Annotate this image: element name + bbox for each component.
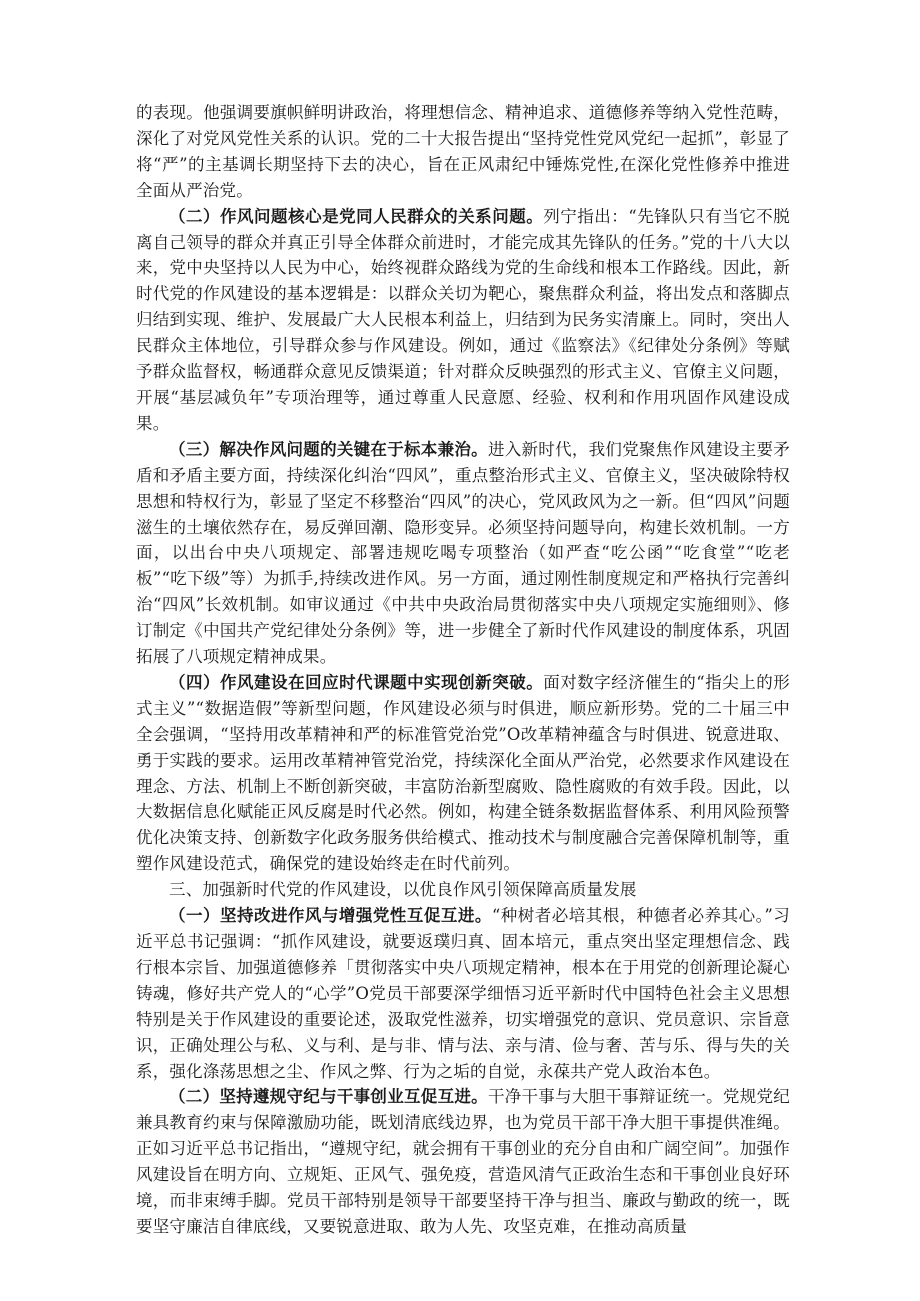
paragraph-lead-heading: （二）坚持遵规守纪与干事创业互促互进。 (169, 1087, 488, 1107)
paragraph-lead-heading: （三）解决作风问题的关键在于标本兼治。 (169, 439, 488, 459)
section-heading-3 (136, 877, 790, 903)
paragraph-body: 列宁指出：“先锋队只有当它不脱离自己领导的群众并真正引导全体群众前进时，才能完成其先锋队的任务。”党的十八大以来，党中央坚持以人民为中心，始终视群众路线为党的生命线和根本工作路线。因此，新时代党的作风建设的基本逻辑是：以群众关切为靶心，聚焦群众利益，将出发点和落脚点归结到实现、维护、发展最广大人民根本利益上，归结到为民务实清廉上。同时，突出人民群众主体地位，引导群众参与作风建设。例如，通过《监察法》《纪律处分条例》等赋予群众监督权，畅通群众意见反馈渠道；针对群众反映强烈的形式主义、官僚主义问题，开展“基层减负年”专项治理等，通过尊重人民意愿、经验、权利和作用巩固作风建设成果。 (136, 206, 790, 433)
paragraph-section-2-2 (136, 204, 790, 437)
paragraph-continuation (136, 100, 790, 204)
paragraph-lead-heading: （四）作风建设在回应时代课题中实现创新突破。 (169, 672, 544, 692)
paragraph-lead-heading: （二）作风问题核心是党同人民群众的关系问题。 (169, 206, 544, 226)
paragraph-body: 面对数字经济催生的“指尖上的形式主义”“数据造假”等新型问题，作风建设必须与时俱进，顺应新形势。党的二十届三中全会强调，“坚持用改革精神和严的标准管党治党”O改革精神蕴含与时俱进、锐意进取、勇于实践的要求。运用改革精神管党治党，持续深化全面从严治党，必然要求作风建设在理念、方法、机制上不断创新突破，丰富防治新型腐败、隐性腐败的有效手段。因此，以大数据信息化赋能正风反腐是时代必然。例如，构建全链条数据监督体系、利用风险预警优化决策支持、创新数字化政务服务供给模式、推动技术与制度融合完善保障机制等，重塑作风建设范式，确保党的建设始终走在时代前列。 (136, 672, 790, 874)
paragraph-lead-heading: （一）坚持改进作风与增强党性互促互进。 (169, 906, 492, 926)
paragraph-body: 干净干事与大胆干事辩证统一。党规党纪兼具教育约束与保障激励功能，既划清底线边界，也为党员干部干净大胆干事提供准绳。正如习近平总书记指出，“遵规守纪，就会拥有干事创业的充分自由和广阔空间”。加强作风建设旨在明方向、立规矩、正风气、强免疫，营造风清气正政治生态和干事创业良好环境，而非束缚手脚。党员干部特别是领导干部要坚持干净与担当、廉政与勤政的统一，既要坚守廉洁自律底线，又要锐意进取、敢为人先、攻坚克难，在推动高质量 (136, 1087, 790, 1236)
paragraph-body: 的表现。他强调要旗帜鲜明讲政治，将理想信念、精神追求、道德修养等纳入党性范畴，深化了对党风党性关系的认识。党的二十大报告提出“坚持党性党风党纪一起抓”，彰显了将“严”的主基调长期坚持下去的决心，旨在正风肃纪中锤炼党性,在深化党性修养中推进全面从严治党。 (136, 103, 790, 200)
paragraph-body: “种树者必培其根，种德者必养其心。”习近平总书记强调：“抓作风建设，就要返璞归真、固本培元，重点突出坚定理想信念、践行根本宗旨、加强道德修养「贯彻落实中央八项规定精神，根本在于用党的创新理论凝心铸魂，修好共产党人的“心学”O党员干部要深学细悟习近平新时代中国特色社会主义思想特别是关于作风建设的重要论述，汲取党性滋养，切实增强党的意识、党员意识、宗旨意识，正确处理公与私、义与利、是与非、情与法、亲与清、俭与奢、苦与乐、得与失的关系，强化涤荡思想之尘、作风之弊、行为之垢的自觉，永葆共产党人政治本色。 (136, 906, 790, 1081)
paragraph-section-2-4 (136, 670, 790, 877)
paragraph-section-3-2 (136, 1084, 790, 1239)
document-page (136, 100, 790, 1240)
paragraph-section-2-3 (136, 437, 790, 670)
paragraph-body: 进入新时代，我们党聚焦作风建设主要矛盾和矛盾主要方面，持续深化纠治“四风”，重点整治形式主义、官僚主义，坚决破除特权思想和特权行为，彰显了坚定不移整治“四风”的决心，党风政风为之一新。但“四风”问题滋生的土壤依然存在，易反弹回潮、隐形变异。必须坚持问题导向，构建长效机制。一方面，以出台中央八项规定、部署违规吃喝专项整治（如严查“吃公函”“吃食堂”“吃老板”“吃下级”等）为抓手,持续改进作风。另一方面，通过刚性制度规定和严格执行完善纠治“四风”长效机制。如审议通过《中共中央政治局贯彻落实中央八项规定实施细则》、修订制定《中国共产党纪律处分条例》等，进一步健全了新时代作风建设的制度体系，巩固拓展了八项规定精神成果。 (136, 439, 790, 667)
paragraph-section-3-1 (136, 903, 790, 1084)
section-heading-text: 三、加强新时代党的作风建设，以优良作风引领保障高质量发展 (169, 880, 637, 900)
